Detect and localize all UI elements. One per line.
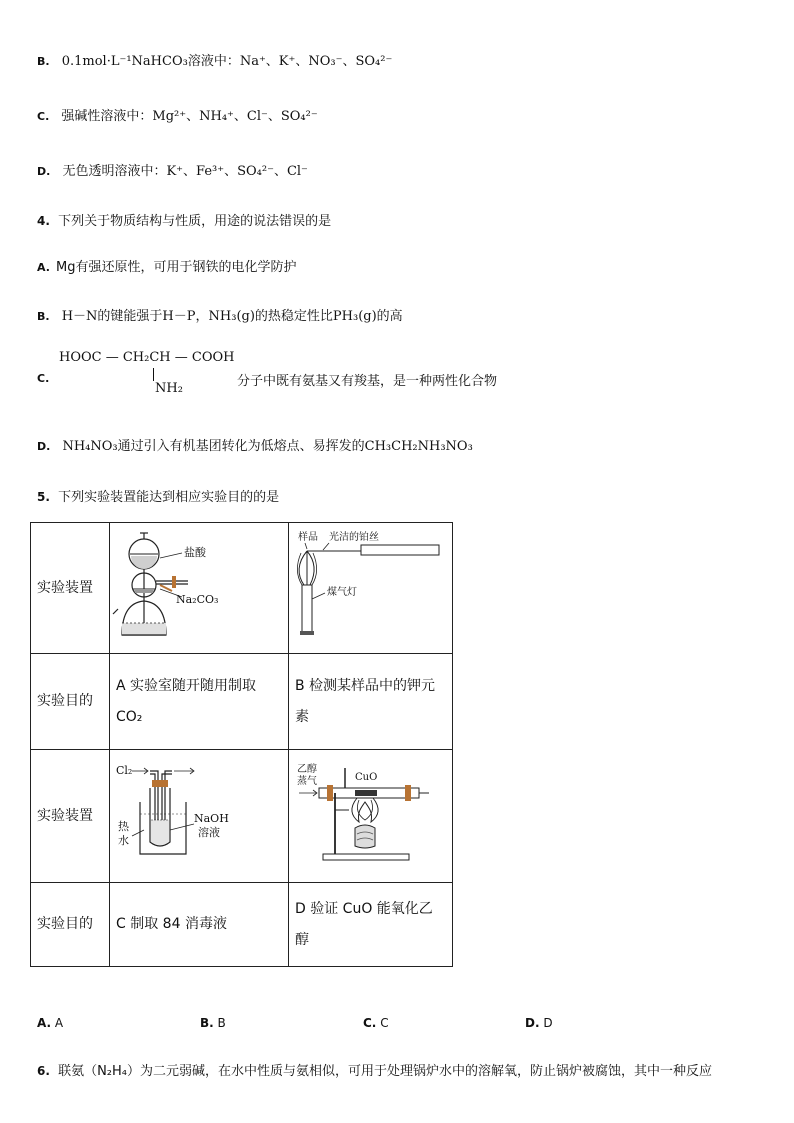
q4-option-b — [37, 305, 403, 324]
row-label-goal: 实验目的 — [31, 883, 110, 967]
q6-stem — [37, 1060, 712, 1079]
option-text: 0.1mol·L⁻¹NaHCO₃溶液中：Na⁺、K⁺、NO₃⁻、SO₄²⁻ — [61, 54, 393, 69]
q3-option-c — [37, 105, 318, 124]
label-hot: 热 — [118, 820, 129, 833]
choice-label: D. — [525, 1016, 540, 1030]
question-text: 下列关于物质结构与性质，用途的说法错误的是 — [58, 214, 332, 229]
q3-option-d — [37, 160, 308, 179]
goal-b: B 检测某样品中的钾元素 — [289, 654, 453, 750]
option-text: 无色透明溶液中：K⁺、Fe³⁺、SO₄²⁻、Cl⁻ — [62, 164, 308, 179]
question-number: 6. — [37, 1064, 50, 1078]
option-text: H－N的键能强于H－P，NH₃(g)的热稳定性比PH₃(g)的高 — [61, 309, 403, 324]
choice-label: C. — [363, 1016, 377, 1030]
table-row — [31, 883, 453, 967]
question-number: 4. — [37, 214, 50, 228]
option-label: B. — [37, 55, 50, 68]
label-water: 水 — [118, 834, 129, 847]
option-text: 强碱性溶液中：Mg²⁺、NH₄⁺、Cl⁻、SO₄²⁻ — [61, 109, 318, 124]
formula-main-chain: HOOC — CH₂CH — COOH — [59, 350, 235, 365]
label-naoh: NaOH — [194, 812, 229, 825]
choice-label: A. — [37, 1016, 52, 1030]
row-label-apparatus: 实验装置 — [31, 750, 110, 883]
structural-formula — [59, 350, 239, 400]
q3-option-b — [37, 50, 392, 69]
answer-choice-a — [37, 1016, 63, 1030]
formula-bond-line — [153, 368, 154, 381]
label-vapor: 蒸气 — [297, 776, 317, 787]
question-text: 下列实验装置能达到相应实验目的的是 — [58, 490, 280, 505]
question-text: 联氨（N₂H₄）为二元弱碱，在水中性质与氨相似，可用于处理锅炉水中的溶解氧，防止锅炉被腐蚀，其中一种反应 — [58, 1064, 712, 1079]
q4-option-d — [37, 435, 473, 454]
label-ethanol: 乙醇 — [297, 764, 317, 775]
choice-text: C — [380, 1016, 389, 1030]
option-label: D. — [37, 440, 51, 453]
chlorine-absorption-figure — [110, 750, 288, 878]
option-text: NH₄NO₃通过引入有机基团转化为低熔点、易挥发的CH₃CH₂NH₃NO₃ — [62, 439, 473, 454]
answer-choice-b — [200, 1016, 226, 1030]
label-solution: 溶液 — [198, 826, 220, 839]
cuo-ethanol-figure — [289, 750, 452, 878]
apparatus-c-cell — [110, 750, 289, 883]
label-platinum-wire: 光洁的铂丝 — [329, 532, 379, 543]
experiment-table — [30, 522, 453, 967]
option-label: A. — [37, 261, 50, 274]
choice-text: D — [543, 1016, 553, 1030]
label-chlorine: Cl₂ — [116, 764, 133, 777]
label-gas-lamp: 煤气灯 — [327, 587, 357, 598]
option-label: C. — [37, 372, 50, 385]
option-label: B. — [37, 310, 50, 323]
row-label-goal: 实验目的 — [31, 654, 110, 750]
table-row — [31, 750, 453, 883]
table-row — [31, 654, 453, 750]
answer-choice-d — [525, 1016, 553, 1030]
label-copper-oxide: CuO — [355, 772, 378, 783]
option-label: C. — [37, 110, 50, 123]
choice-label: B. — [200, 1016, 214, 1030]
row-label-apparatus: 实验装置 — [31, 523, 110, 654]
goal-c: C 制取 84 消毒液 — [110, 883, 289, 967]
kipp-generator-figure — [110, 523, 288, 649]
goal-d: D 验证 CuO 能氧化乙醇 — [289, 883, 453, 967]
answer-choice-c — [363, 1016, 389, 1030]
choice-text: A — [54, 1016, 64, 1030]
apparatus-b-cell — [289, 523, 453, 654]
question-number: 5. — [37, 490, 50, 504]
table-row — [31, 523, 453, 654]
option-text: 分子中既有氨基又有羧基，是一种两性化合物 — [237, 374, 498, 389]
goal-a: A 实验室随开随用制取CO₂ — [110, 654, 289, 750]
choice-text: B — [217, 1016, 226, 1030]
option-text: Mg有强还原性，可用于钢铁的电化学防护 — [56, 260, 297, 275]
q4-option-a — [37, 256, 297, 275]
apparatus-a-cell — [110, 523, 289, 654]
apparatus-d-cell — [289, 750, 453, 883]
flame-test-figure — [289, 523, 452, 649]
q4-stem — [37, 210, 331, 229]
label-sodium-carbonate: Na₂CO₃ — [176, 593, 219, 606]
option-label: D. — [37, 165, 51, 178]
label-sample: 样品 — [298, 532, 318, 543]
label-hydrochloric-acid: 盐酸 — [184, 546, 206, 559]
formula-amino-group: NH₂ — [155, 381, 183, 396]
q5-stem — [37, 486, 279, 505]
